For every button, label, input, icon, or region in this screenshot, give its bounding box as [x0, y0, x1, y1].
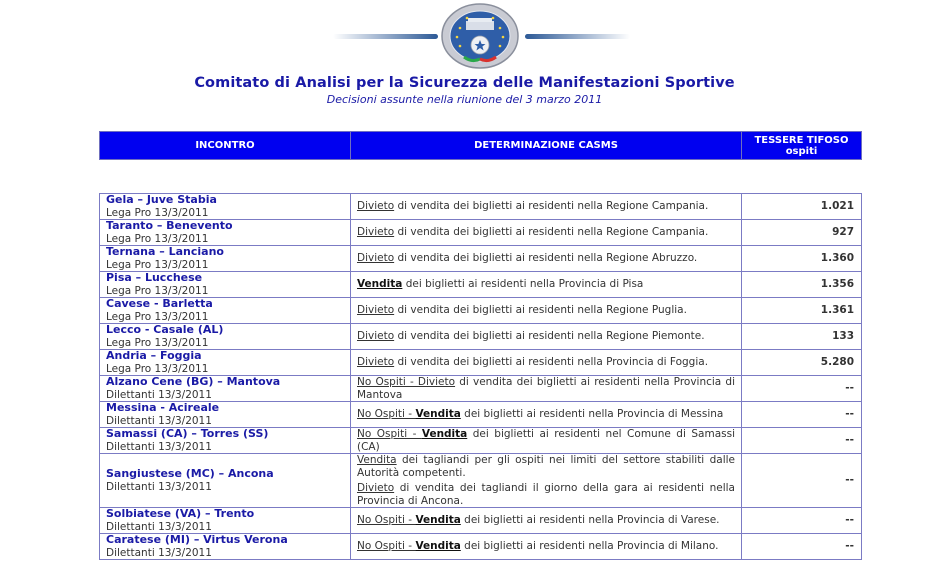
match-cell [100, 428, 351, 454]
match-name: Lecco - Casale (AL) [106, 323, 224, 336]
determination-cell [351, 350, 742, 376]
tessere-value: -- [742, 402, 862, 428]
match-cell [100, 220, 351, 246]
table-row [100, 298, 862, 324]
determination-text: di vendita dei biglietti ai residenti nella Regione Campania. [394, 200, 709, 213]
tessere-value: 1.356 [742, 272, 862, 298]
determination-text: di vendita dei biglietti ai residenti nella Regione Abruzzo. [394, 252, 698, 265]
match-cell [100, 298, 351, 324]
determination-bold: Vendita [415, 540, 461, 553]
table-row [100, 194, 862, 220]
match-name: Samassi (CA) – Torres (SS) [106, 427, 269, 440]
match-name: Taranto – Benevento [106, 219, 233, 232]
table-row [100, 508, 862, 534]
determination-text: di vendita dei biglietti ai residenti nella Regione Puglia. [394, 304, 687, 317]
determination-bold: Vendita [415, 514, 461, 527]
match-name: Solbiatese (VA) – Trento [106, 507, 255, 520]
match-league-date: Lega Pro 13/3/2011 [106, 258, 209, 271]
determination-underlined: Divieto [357, 226, 395, 239]
match-cell [100, 350, 351, 376]
ministry-seal-logo [440, 3, 520, 69]
match-league-date: Lega Pro 13/3/2011 [106, 336, 209, 349]
column-header-table [99, 131, 862, 160]
determination-second-paragraph [357, 482, 735, 507]
determination-underlined: Divieto [357, 252, 395, 265]
match-league-date: Dilettanti 13/3/2011 [106, 388, 212, 401]
match-cell [100, 508, 351, 534]
match-league-date: Dilettanti 13/3/2011 [106, 440, 212, 453]
match-name: Messina - Acireale [106, 401, 220, 414]
table-row [100, 534, 862, 560]
column-header-tessere-line2: ospiti [785, 145, 818, 157]
determination-cell [351, 220, 742, 246]
match-league-date: Dilettanti 13/3/2011 [106, 546, 212, 559]
table-row [100, 402, 862, 428]
determination-underlined: Vendita [357, 454, 397, 466]
table-row [100, 246, 862, 272]
determination-cell [351, 508, 742, 534]
match-cell [100, 246, 351, 272]
table-row [100, 350, 862, 376]
determination-cell [351, 298, 742, 324]
column-header-determinazione: DETERMINAZIONE CASMS [351, 132, 742, 160]
table-row [100, 220, 862, 246]
match-cell [100, 194, 351, 220]
determination-text: di vendita dei biglietti ai residenti nella Regione Campania. [394, 226, 709, 239]
determination-cell [351, 246, 742, 272]
determination-underlined: No Ospiti - Divieto [357, 376, 456, 388]
match-name: Alzano Cene (BG) – Mantova [106, 375, 281, 388]
logo-banner [0, 0, 929, 72]
determination-cell [351, 194, 742, 220]
table-row [100, 376, 862, 402]
tessere-value: -- [742, 454, 862, 508]
tessere-value: -- [742, 376, 862, 402]
determination-underlined: No Ospiti - [357, 540, 416, 553]
determination-text: di vendita dei biglietti ai residenti nella Provincia di Foggia. [394, 356, 709, 369]
decisions-table [99, 193, 862, 560]
match-league-date: Lega Pro 13/3/2011 [106, 284, 209, 297]
determination-underlined: Divieto [357, 330, 395, 343]
determination-cell [351, 428, 742, 454]
match-cell [100, 454, 351, 508]
tessere-value: 1.021 [742, 194, 862, 220]
tessere-value: -- [742, 428, 862, 454]
determination-text: dei biglietti ai residenti nella Provincia di Pisa [402, 278, 644, 291]
match-cell [100, 324, 351, 350]
match-name: Cavese - Barletta [106, 297, 213, 310]
match-league-date: Lega Pro 13/3/2011 [106, 310, 209, 323]
tessere-value: 1.361 [742, 298, 862, 324]
match-name: Andria – Foggia [106, 349, 202, 362]
determination-cell [351, 324, 742, 350]
determination-text: dei biglietti ai residenti nella Provincia di Milano. [460, 540, 719, 553]
determination2-underlined: Divieto [357, 482, 395, 494]
match-cell [100, 376, 351, 402]
determination-text: di vendita dei biglietti ai residenti nella Regione Piemonte. [394, 330, 705, 343]
determination-underlined: Divieto [357, 200, 395, 213]
determination-underlined: No Ospiti - [357, 428, 422, 440]
determination-underlined: No Ospiti - [357, 408, 416, 421]
match-league-date: Dilettanti 13/3/2011 [106, 480, 212, 493]
match-cell [100, 534, 351, 560]
table-row [100, 272, 862, 298]
determination2-text: di vendita dei tagliandi il giorno della gara ai residenti nella Provincia di Ancona. [357, 482, 735, 507]
match-name: Ternana – Lanciano [106, 245, 224, 258]
determination-text: dei tagliandi per gli ospiti nei limiti del settore stabiliti dalle Autorità competenti. [357, 454, 735, 479]
tessere-value: 5.280 [742, 350, 862, 376]
determination-underlined: Divieto [357, 356, 395, 369]
column-header-tessere-line1: TESSERE TIFOSO [754, 134, 849, 146]
match-league-date: Dilettanti 13/3/2011 [106, 520, 212, 533]
match-cell [100, 272, 351, 298]
decorative-bar-left [333, 34, 438, 39]
match-name: Gela – Juve Stabia [106, 193, 217, 206]
determination-cell [351, 376, 742, 402]
determination-text: dei biglietti ai residenti nel Comune di Samassi (CA) [357, 428, 735, 453]
match-league-date: Lega Pro 13/3/2011 [106, 232, 209, 245]
match-cell [100, 402, 351, 428]
tessere-value: 1.360 [742, 246, 862, 272]
determination-bold: Vendita [421, 428, 468, 440]
determination-underlined: No Ospiti - [357, 514, 416, 527]
determination-bold: Vendita [415, 408, 461, 421]
determination-cell [351, 534, 742, 560]
determination-cell [351, 402, 742, 428]
column-header-tessere [742, 132, 862, 160]
table-row [100, 454, 862, 508]
page-subtitle: Decisioni assunte nella riunione del 3 marzo 2011 [326, 93, 603, 106]
match-name: Pisa – Lucchese [106, 271, 203, 284]
determination-text: dei biglietti ai residenti nella Provincia di Messina [460, 408, 724, 421]
determination-cell [351, 454, 742, 508]
tessere-value: 927 [742, 220, 862, 246]
match-league-date: Dilettanti 13/3/2011 [106, 414, 212, 427]
determination-text: dei biglietti ai residenti nella Provincia di Varese. [460, 514, 720, 527]
page-title: Comitato di Analisi per la Sicurezza delle Manifestazioni Sportive [194, 75, 735, 91]
table-row [100, 324, 862, 350]
tessere-value: -- [742, 534, 862, 560]
determination-underlined: Divieto [357, 304, 395, 317]
match-name: Sangiustese (MC) – Ancona [106, 467, 274, 480]
tessere-value: -- [742, 508, 862, 534]
table-row [100, 428, 862, 454]
match-league-date: Lega Pro 13/3/2011 [106, 362, 209, 375]
determination-bold: Vendita [357, 278, 403, 291]
column-header-incontro: INCONTRO [100, 132, 351, 160]
determination-cell [351, 272, 742, 298]
match-name: Caratese (MI) – Virtus Verona [106, 533, 288, 546]
determination-text: di vendita dei biglietti ai residenti nella Provincia di Mantova [357, 376, 735, 401]
decorative-bar-right [525, 34, 630, 39]
match-league-date: Lega Pro 13/3/2011 [106, 206, 209, 219]
tessere-value: 133 [742, 324, 862, 350]
